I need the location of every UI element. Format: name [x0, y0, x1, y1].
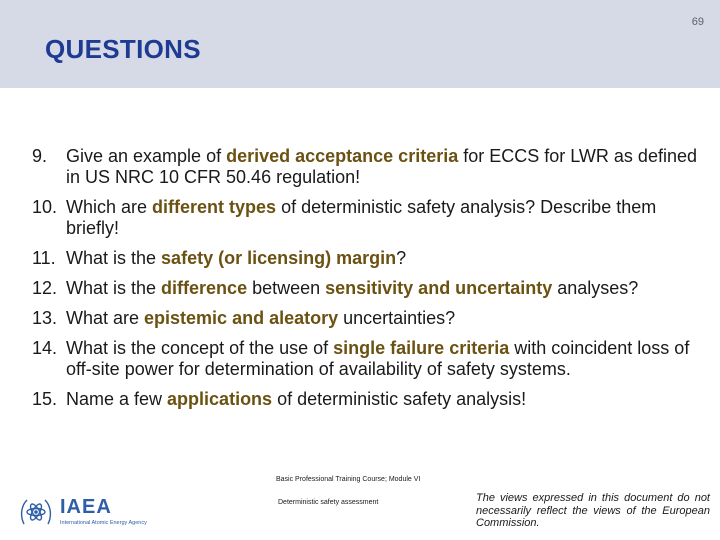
- question-highlight: epistemic and aleatory: [144, 308, 339, 328]
- question-text: What is the: [66, 278, 162, 298]
- question-highlight: sensitivity and uncertainty: [325, 278, 553, 298]
- question-item: [32, 389, 708, 410]
- question-text: with coincident loss of off-site power for determination of availability of safety systems.: [66, 338, 690, 379]
- question-item: [32, 197, 708, 239]
- question-text: Name a few: [66, 389, 168, 409]
- question-text: of deterministic safety analysis!: [272, 389, 527, 409]
- question-list: [32, 146, 708, 419]
- question-text: Give an example of: [66, 146, 227, 166]
- question-highlight: applications: [167, 389, 273, 409]
- question-number: 11.: [32, 248, 56, 268]
- question-text: ?: [396, 248, 407, 268]
- question-number: 13.: [32, 308, 58, 328]
- question-highlight: single failure criteria: [333, 338, 510, 358]
- question-text: What is the: [66, 248, 162, 268]
- page-number: 69: [691, 16, 704, 28]
- header-band: [0, 0, 720, 88]
- question-text: of deterministic safety analysis? Describe them briefly!: [66, 197, 657, 238]
- iaea-logo: [18, 494, 168, 530]
- question-number: 12.: [32, 278, 58, 298]
- question-text: What is the concept of the use of: [66, 338, 334, 358]
- question-text: What are: [66, 308, 145, 328]
- question-number: 10.: [32, 197, 58, 217]
- question-highlight: safety (or licensing) margin: [161, 248, 397, 268]
- question-highlight: difference: [161, 278, 248, 298]
- question-text: Which are: [66, 197, 153, 217]
- question-item: [32, 146, 708, 188]
- question-text: uncertainties?: [338, 308, 456, 328]
- question-highlight: different types: [152, 197, 277, 217]
- course-info: [276, 476, 466, 506]
- disclaimer: The views expressed in this document do not necessarily reflect the views of the European Commission.: [476, 492, 710, 529]
- question-text: analyses?: [552, 278, 639, 298]
- logo-text: IAEA: [60, 496, 112, 518]
- question-highlight: derived acceptance criteria: [226, 146, 459, 166]
- question-number: 9.: [32, 146, 48, 166]
- question-item: [32, 248, 708, 269]
- page-title: QUESTIONS: [45, 34, 201, 64]
- course-title: Basic Professional Training Course; Module VI: [276, 476, 421, 483]
- logo-subtext: International Atomic Energy Agency: [60, 520, 147, 526]
- question-item: [32, 338, 708, 380]
- question-text: between: [247, 278, 326, 298]
- iaea-emblem-icon: [18, 494, 54, 530]
- question-text: for ECCS for LWR as defined in US NRC 10 CFR 50.46 regulation!: [66, 146, 697, 187]
- course-module: Deterministic safety assessment: [278, 499, 379, 506]
- question-number: 14.: [32, 338, 58, 358]
- question-item: [32, 278, 708, 299]
- question-item: [32, 308, 708, 329]
- question-number: 15.: [32, 389, 58, 409]
